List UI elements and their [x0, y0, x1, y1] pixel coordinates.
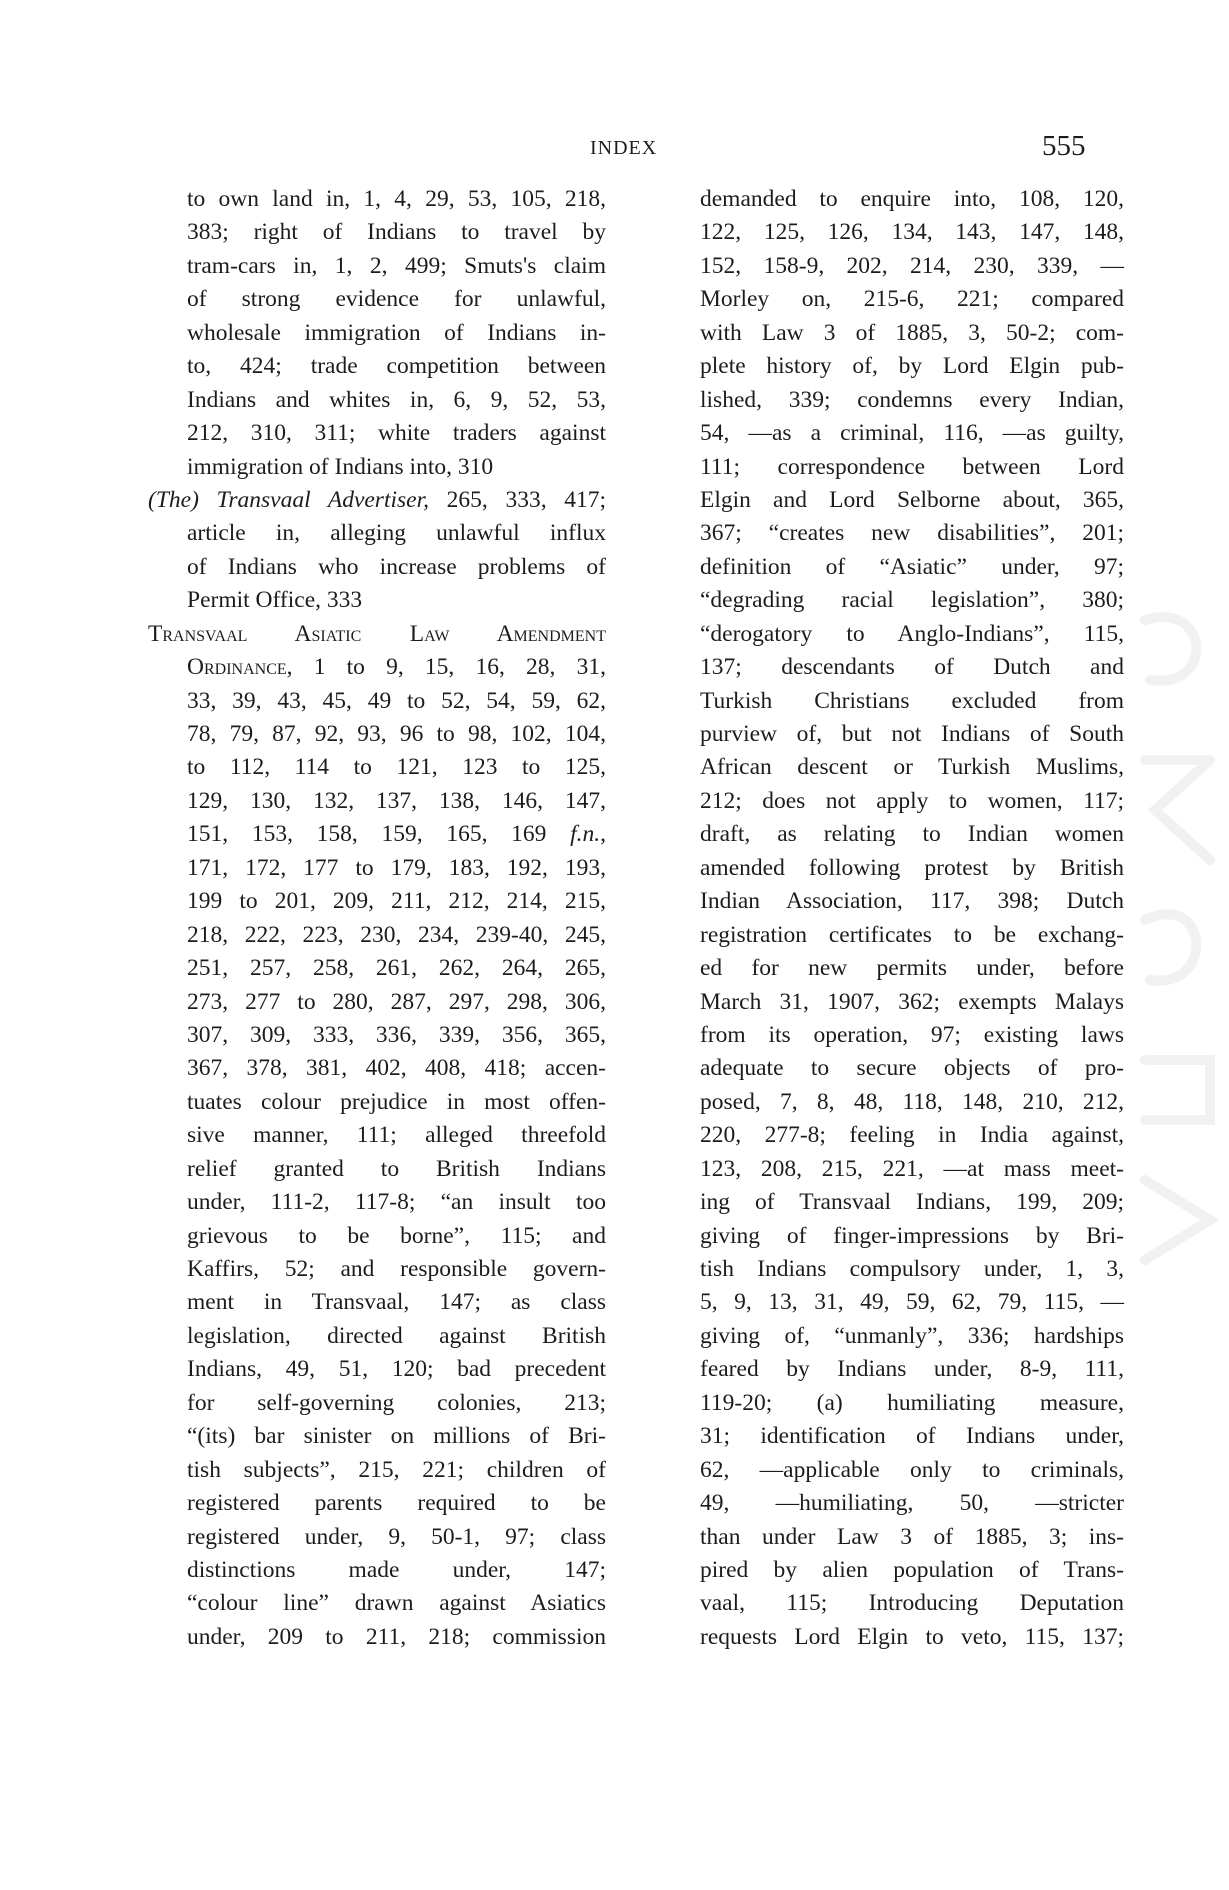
index-line: feared by Indians under, 8-9, 111,: [700, 1356, 1124, 1383]
index-line: to, 424; trade competition between: [187, 353, 606, 380]
index-line: Turkish Christians excluded from: [700, 687, 1124, 714]
index-line: ment in Transvaal, 147; as class: [187, 1289, 606, 1316]
index-line: lished, 339; condemns every Indian,: [700, 386, 1124, 413]
index-line: Indians, 49, 51, 120; bad precedent: [187, 1356, 606, 1383]
punct: ,: [600, 821, 606, 848]
index-line: legislation, directed against British: [187, 1322, 606, 1349]
index-line: Kaffirs, 52; and responsible govern-: [187, 1256, 606, 1282]
index-line: March 31, 1907, 362; exempts Malays: [700, 988, 1124, 1015]
index-line: adequate to secure objects of pro-: [700, 1055, 1124, 1082]
index-line: 123, 208, 215, 221, —at mass meet-: [700, 1155, 1124, 1182]
index-line: under, 111-2, 117-8; “an insult too: [187, 1189, 606, 1216]
index-line: 54, —as a criminal, 116, —as guilty,: [700, 420, 1124, 447]
index-column-left: [148, 183, 606, 1654]
index-line: [148, 818, 606, 851]
watermark-stamp: [1115, 560, 1225, 1340]
index-line: giving of finger-impressions by Bri-: [700, 1222, 1124, 1249]
page-refs: 151, 153, 158, 159, 165, 169: [187, 821, 571, 848]
newspaper-title: Transvaal Advertiser,: [216, 486, 429, 513]
index-line: tram-cars in, 1, 2, 499; Smuts's claim: [187, 252, 606, 279]
index-line: 78, 79, 87, 92, 93, 96 to 98, 102, 104,: [187, 721, 606, 747]
index-line: with Law 3 of 1885, 3, 50-2; com-: [700, 319, 1124, 346]
index-line: 119-20; (a) humiliating measure,: [700, 1389, 1124, 1416]
index-line: 199 to 201, 209, 211, 212, 214, 215,: [187, 888, 606, 915]
index-line: registration certificates to be exchang-: [700, 921, 1124, 948]
index-line: African descent or Turkish Muslims,: [700, 754, 1124, 781]
index-line: 383; right of Indians to travel by: [187, 219, 606, 246]
heading-word-ordinance: Ordinance: [187, 654, 287, 681]
index-line: registered under, 9, 50-1, 97; class: [187, 1523, 606, 1550]
index-line: purview of, but not Indians of South: [700, 721, 1124, 747]
index-line: plete history of, by Lord Elgin pub-: [700, 353, 1124, 380]
index-line: under, 209 to 211, 218; commission: [187, 1623, 606, 1650]
index-line: amended following protest by British: [700, 854, 1124, 881]
index-line: tuates colour prejudice in most offen-: [187, 1088, 606, 1115]
index-line: 5, 9, 13, 31, 49, 59, 62, 79, 115, —: [700, 1289, 1124, 1316]
index-line: 122, 125, 126, 134, 143, 147, 148,: [700, 219, 1124, 246]
index-line: 62, —applicable only to criminals,: [700, 1456, 1124, 1483]
index-line: relief granted to British Indians: [187, 1155, 606, 1182]
index-line: “colour line” drawn against Asiatics: [187, 1590, 606, 1617]
index-entry-heading-advertiser: [148, 484, 606, 517]
index-line: to own land in, 1, 4, 29, 53, 105, 218,: [187, 186, 606, 212]
index-line: for self-governing colonies, 213;: [187, 1389, 606, 1416]
index-line: wholesale immigration of Indians in-: [187, 319, 606, 346]
index-line: posed, 7, 8, 48, 118, 148, 210, 212,: [700, 1088, 1124, 1115]
index-line: 31; identification of Indians under,: [700, 1423, 1124, 1450]
index-line: 251, 257, 258, 261, 262, 264, 265,: [187, 955, 606, 982]
page-number: 555: [1042, 130, 1086, 162]
index-line: 212; does not apply to women, 117;: [700, 787, 1124, 814]
index-line: 307, 309, 333, 336, 339, 356, 365,: [187, 1021, 606, 1048]
index-line: of strong evidence for unlawful,: [187, 286, 606, 313]
index-line: sive manner, 111; alleged threefold: [187, 1122, 606, 1149]
index-line: ed for new permits under, before: [700, 955, 1124, 982]
title-article: (The): [148, 486, 199, 513]
index-line: [148, 651, 606, 684]
index-line: pired by alien population of Trans-: [700, 1556, 1124, 1583]
index-line: Permit Office, 333: [187, 587, 363, 614]
index-line: from its operation, 97; existing laws: [700, 1021, 1124, 1048]
index-line: requests Lord Elgin to veto, 115, 137;: [700, 1623, 1124, 1650]
index-line: demanded to enquire into, 108, 120,: [700, 186, 1124, 212]
index-line: than under Law 3 of 1885, 3; ins-: [700, 1523, 1124, 1550]
index-line: tish Indians compulsory under, 1, 3,: [700, 1256, 1124, 1282]
footnote-abbrev: f.n.: [570, 821, 601, 848]
index-line: 152, 158-9, 202, 214, 230, 339, —: [700, 252, 1124, 279]
index-line: ing of Transvaal Indians, 199, 209;: [700, 1189, 1124, 1216]
index-line: tish subjects”, 215, 221; children of: [187, 1456, 606, 1483]
index-line: 218, 222, 223, 230, 234, 239-40, 245,: [187, 921, 606, 948]
index-line: 367, 378, 381, 402, 408, 418; accen-: [187, 1055, 606, 1082]
index-entry-heading-ordinance: Transvaal Asiatic Law Amendment: [148, 620, 606, 647]
index-line: 212, 310, 311; white traders against: [187, 420, 606, 447]
index-line: Elgin and Lord Selborne about, 365,: [700, 486, 1124, 513]
index-line: 49, —humiliating, 50, —stricter: [700, 1490, 1124, 1517]
index-line: 171, 172, 177 to 179, 183, 192, 193,: [187, 854, 606, 881]
index-line: registered parents required to be: [187, 1490, 606, 1517]
index-line: definition of “Asiatic” under, 97;: [700, 553, 1124, 580]
index-line: giving of, “unmanly”, 336; hardships: [700, 1322, 1124, 1349]
index-line: 111; correspondence between Lord: [700, 453, 1124, 480]
index-line: vaal, 115; Introducing Deputation: [700, 1590, 1124, 1617]
index-line: 129, 130, 132, 137, 138, 146, 147,: [187, 787, 606, 814]
index-line: 367; “creates new disabilities”, 201;: [700, 520, 1124, 547]
index-column-right: [700, 183, 1124, 1654]
index-line: of Indians who increase problems of: [187, 553, 606, 580]
index-line: draft, as relating to Indian women: [700, 821, 1124, 848]
index-line: “degrading racial legislation”, 380;: [700, 587, 1124, 614]
index-line: 33, 39, 43, 45, 49 to 52, 54, 59, 62,: [187, 687, 606, 714]
index-line: to 112, 114 to 121, 123 to 125,: [187, 754, 606, 781]
index-line: 137; descendants of Dutch and: [700, 654, 1124, 681]
index-line: immigration of Indians into, 310: [187, 453, 494, 480]
index-line: 273, 277 to 280, 287, 297, 298, 306,: [187, 988, 606, 1015]
index-line: grievous to be borne”, 115; and: [187, 1222, 606, 1249]
header-title: INDEX: [590, 137, 658, 159]
index-line: Morley on, 215-6, 221; compared: [700, 286, 1124, 313]
index-line: 220, 277-8; feeling in India against,: [700, 1122, 1124, 1149]
index-line: “derogatory to Anglo-Indians”, 115,: [700, 620, 1124, 647]
page-refs: , 1 to 9, 15, 16, 28, 31,: [286, 654, 606, 681]
index-line: article in, alleging unlawful influx: [187, 520, 606, 547]
index-line: Indian Association, 117, 398; Dutch: [700, 888, 1124, 915]
page-refs: 265, 333, 417;: [429, 486, 607, 513]
index-line: distinctions made under, 147;: [187, 1556, 606, 1583]
index-line: “(its) bar sinister on millions of Bri-: [187, 1423, 606, 1450]
index-line: Indians and whites in, 6, 9, 52, 53,: [187, 386, 606, 413]
